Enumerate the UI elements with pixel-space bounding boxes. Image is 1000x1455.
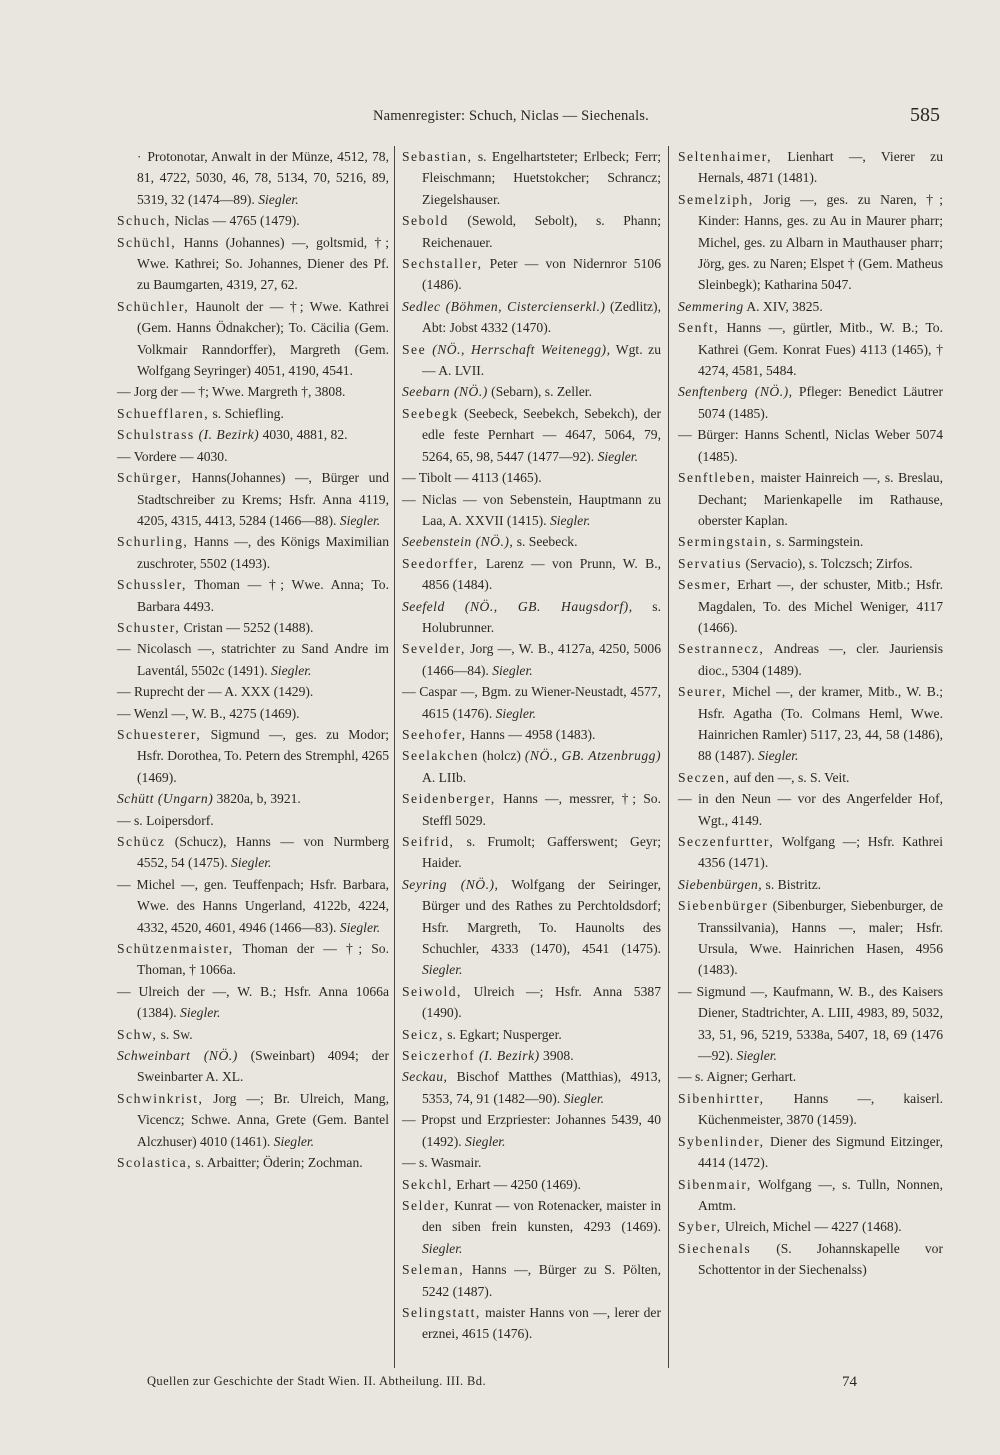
margin-dot: · xyxy=(137,149,142,164)
index-entry: Seltenhaimer, Lienhart —, Vierer zu Hernals, 4871 (1481). xyxy=(678,149,943,186)
index-entry: Sibenmair, Wolfgang —, s. Tulln, Nonnen, Amtm. xyxy=(678,1176,943,1213)
index-entry: Schulstrass (I. Bezirk) 4030, 4881, 82. xyxy=(117,427,348,443)
running-header xyxy=(0,100,1000,140)
index-entry: Senftleben, maister Hainreich —, s. Breslau, Dechant; Marienkapelle im Rathause, oberster Kaplan. xyxy=(678,470,943,528)
index-entry: Semelziph, Jorig —, ges. zu Naren, †; Kinder: Hanns, ges. zu Au in Maurer pharr; Michel, ges. zu Albarn in Mauthauser pharr; Jörg, ges. zu Naren; Elspet † (Gem. Matheus Sleinbegk); Katharina 5047. xyxy=(678,191,943,293)
index-entry: Seebenstein (NÖ.), s. Seebeck. xyxy=(402,534,578,550)
index-entry: Schuesterer, Sigmund —, ges. zu Modor; Hsfr. Dorothea, To. Petern des Stremphl, 4265 (1469). xyxy=(117,726,389,785)
index-subentry: — Vordere — 4030. xyxy=(117,448,228,464)
index-entry: Seebarn (NÖ.) (Sebarn), s. Zeller. xyxy=(402,384,592,400)
column-2 xyxy=(402,146,661,1345)
index-entry: Schuch, Niclas — 4765 (1479). xyxy=(117,213,300,229)
page-number: 585 xyxy=(910,104,940,126)
index-entry: Selingstatt, maister Hanns von —, lerer der erznei, 4615 (1476). xyxy=(402,1304,661,1342)
index-entry: Sibenhirtter, Hanns —, kaiserl. Küchenmeister, 3870 (1459). xyxy=(678,1090,943,1128)
index-subentry: — Bürger: Hanns Schentl, Niclas Weber 5074 (1485). xyxy=(678,427,943,464)
index-entry: Scolastica, s. Arbaitter; Öderin; Zochman. xyxy=(117,1155,363,1171)
index-entry: Siebenbürgen, s. Bistritz. xyxy=(678,876,822,892)
index-entry: Seczenfurtter, Wolfgang —; Hsfr. Kathrei 4356 (1471). xyxy=(678,834,943,871)
index-entry: Sestrannecz, Andreas —, cler. Jauriensis dioc., 5304 (1489). xyxy=(678,641,943,678)
index-entry: Servatius (Servacio), s. Tolczsch; Zirfos. xyxy=(678,555,913,571)
index-entry: Seleman, Hanns —, Bürger zu S. Pölten, 5242 (1487). xyxy=(402,1262,661,1299)
index-entry: Seidenberger, Hanns —, messrer, †; So. Steffl 5029. xyxy=(402,791,661,828)
index-entry: Seiwold, Ulreich —; Hsfr. Anna 5387 (1490). xyxy=(402,983,661,1021)
index-subentry: — s. Loipersdorf. xyxy=(117,812,214,828)
index-entry: Semmering A. XIV, 3825. xyxy=(678,298,823,314)
column-1 xyxy=(117,146,389,1174)
index-entry: Schütt (Ungarn) 3820a, b, 3921. xyxy=(117,791,301,807)
index-entry: Seehofer, Hanns — 4958 (1483). xyxy=(402,726,596,742)
index-subentry: — Sigmund —, Kaufmann, W. B., des Kaisers Diener, Stadtrichter, A. LIII, 4983, 89, 5032, 33, 51, 96, 5219, 5338a, 5407, 18, 69 (1476—92). Siegler. xyxy=(678,983,943,1064)
index-entry: Sebastian, s. Engelhartsteter; Erlbeck; Ferr; Fleischmann; Huetstokcher; Schrancz; Ziegelshauser. xyxy=(402,149,661,207)
index-subentry: — s. Aigner; Gerhart. xyxy=(678,1069,797,1085)
index-entry: Siechenals (S. Johannskapelle vor Schottentor in der Siechenalss) xyxy=(678,1240,943,1278)
index-subentry: — Propst und Erzpriester: Johannes 5439, 40 (1492). Siegler. xyxy=(402,1112,661,1149)
index-entry: Seedorffer, Larenz — von Prunn, W. B., 4856 (1484). xyxy=(402,555,661,593)
index-subentry: — Ulreich der —, W. B.; Hsfr. Anna 1066a (1384). Siegler. xyxy=(117,983,389,1021)
index-entry: Schw, s. Sw. xyxy=(117,1026,193,1042)
index-entry: Schussler, Thoman — †; Wwe. Anna; To. Barbara 4493. xyxy=(117,577,389,614)
index-entry: Seebegk (Seebeck, Seebekch, Sebekch), der edle feste Pernhart — 4647, 5064, 79, 5264, 65, 98, 5447 (1477—92). Siegler. xyxy=(402,405,661,464)
index-subentry: — Niclas — von Sebenstein, Hauptmann zu Laa, A. XXVII (1415). Siegler. xyxy=(402,491,661,528)
index-entry: Schwinkrist, Jorg —; Br. Ulreich, Mang, Vicencz; Schwe. Anna, Grete (Gem. Bantel Alczhuser) 4010 (1461). Siegler. xyxy=(117,1090,389,1149)
index-entry: Seczen, auf den —, s. S. Veit. xyxy=(678,769,850,785)
index-entry: Seckau, Bischof Matthes (Matthias), 4913, 5353, 74, 91 (1482—90). Siegler. xyxy=(402,1069,661,1106)
index-entry: Seyring (NÖ.), Wolfgang der Seiringer, Bürger und des Rathes zu Perchtoldsdorf; Hsfr. Margreth, To. Haunolts des Schuchler, 4333 (1470), 4541 (1475). Siegler. xyxy=(402,876,661,978)
index-entry: Schuefflaren, s. Schiefling. xyxy=(117,405,284,421)
index-entry: Seurer, Michel —, der kramer, Mitb., W. B.; Hsfr. Agatha (To. Colmans Heml, Wwe. Hainrichen Ramler) 5117, 23, 44, 58 (1486), 88 (1487). Siegler. xyxy=(678,684,943,764)
column-3 xyxy=(678,146,943,1281)
index-entry: Syber, Ulreich, Michel — 4227 (1468). xyxy=(678,1219,902,1235)
index-entry: Schützenmaister, Thoman der — †; So. Thoman, † 1066a. xyxy=(117,941,389,978)
index-entry: Schüchler, Haunolt der — †; Wwe. Kathrei (Gem. Hanns Ödnakcher); To. Cäcilia (Gem. Volkmair Ranndorffer), Margreth (Gem. Wolfgang Seyringer) 4051, 4190, 4541. xyxy=(117,298,389,379)
index-subentry: — Wenzl —, W. B., 4275 (1469). xyxy=(117,705,300,721)
index-entry: Seifrid, s. Frumolt; Gafferswent; Geyr; Haider. xyxy=(402,834,661,871)
index-entry: Schüchl, Hanns (Johannes) —, goltsmid, †; Wwe. Kathrei; So. Johannes, Diener des Pf. zu Baumgarten, 4319, 27, 62. xyxy=(117,234,389,293)
index-entry: Sybenlinder, Diener des Sigmund Eitzinger, 4414 (1472). xyxy=(678,1133,943,1171)
index-entry: Schuster, Cristan — 5252 (1488). xyxy=(117,619,314,635)
index-subentry: — Caspar —, Bgm. zu Wiener-Neustadt, 4577, 4615 (1476). Siegler. xyxy=(402,684,661,721)
footer-source-line: Quellen zur Geschichte der Stadt Wien. II. Abtheilung. III. Bd. xyxy=(147,1374,486,1388)
index-entry: Siebenbürger (Sibenburger, Siebenburger, de Transsilvania), Hanns —, maler; Hsfr. Ursula, Wwe. Hainrichen Hasen, 4956 (1483). xyxy=(678,898,943,978)
index-entry: Schücz (Schucz), Hanns — von Nurmberg 4552, 54 (1475). Siegler. xyxy=(117,834,389,871)
index-entry: Seicz, s. Egkart; Nusperger. xyxy=(402,1026,562,1042)
header-title: Namenregister: Schuch, Niclas — Siechenals. xyxy=(373,108,649,124)
index-entry: Selder, Kunrat — von Rotenacker, maister in den siben frein kunsten, 4293 (1469). Siegler. xyxy=(402,1197,661,1256)
signature-mark: 74 xyxy=(842,1374,857,1390)
column-rule-1 xyxy=(394,146,395,1368)
index-entry: Sevelder, Jorg —, W. B., 4127a, 4250, 5006 (1466—84). Siegler. xyxy=(402,641,661,678)
index-subentry: — Michel —, gen. Teuffenpach; Hsfr. Barbara, Wwe. des Hanns Ungerland, 4122b, 4224, 4332, 4520, 4601, 4946 (1466—83). Siegler. xyxy=(117,876,389,935)
index-entry: Sermingstain, s. Sarmingstein. xyxy=(678,534,864,550)
index-entry: See (NÖ., Herrschaft Weitenegg), Wgt. zu — A. LVII. xyxy=(402,341,661,379)
column-rule-2 xyxy=(668,146,669,1368)
index-entry: Senftenberg (NÖ.), Pfleger: Benedict Läutrer 5074 (1485). xyxy=(678,384,943,421)
index-subentry: — s. Wasmair. xyxy=(402,1155,482,1171)
index-entry: Sekchl, Erhart — 4250 (1469). xyxy=(402,1176,581,1192)
index-entry: Schürger, Hanns(Johannes) —, Bürger und Stadtschreiber zu Krems; Hsfr. Anna 4119, 4205, 4315, 4413, 5284 (1466—88). Siegler. xyxy=(117,470,389,528)
index-entry: Sebold (Sewold, Sebolt), s. Phann; Reichenauer. xyxy=(402,213,661,250)
index-entry: Schurling, Hanns —, des Königs Maximilian zuschroter, 5502 (1493). xyxy=(117,534,389,571)
index-subentry: — Tibolt — 4113 (1465). xyxy=(402,470,542,486)
index-subentry: — Jorg der — †; Wwe. Margreth †, 3808. xyxy=(117,384,346,400)
index-entry-continuation: · Protonotar, Anwalt in der Münze, 4512, 78, 81, 4722, 5030, 46, 78, 5134, 70, 5216, 89, 5319, 32 (1474—89). Siegler. xyxy=(137,149,389,207)
index-entry: Sesmer, Erhart —, der schuster, Mitb.; Hsfr. Magdalen, To. des Michel Weniger, 4117 (1466). xyxy=(678,577,943,635)
index-entry: Sedlec (Böhmen, Cistercienserkl.) (Zedlitz), Abt: Jobst 4332 (1470). xyxy=(402,298,661,336)
index-entry: Seelakchen (holcz) (NÖ., GB. Atzenbrugg) A. LIIb. xyxy=(402,748,661,785)
index-entry: Schweinbart (NÖ.) (Sweinbart) 4094; der Sweinbarter A. XL. xyxy=(117,1048,389,1085)
page-footer xyxy=(0,1370,1000,1410)
index-entry: Senft, Hanns —, gürtler, Mitb., W. B.; To. Kathrei (Gem. Konrat Fues) 4113 (1465), † 4274, 4581, 5484. xyxy=(678,320,943,379)
index-entry: Seiczerhof (I. Bezirk) 3908. xyxy=(402,1048,574,1064)
index-entry: Seefeld (NÖ., GB. Haugsdorf), s. Holubrunner. xyxy=(402,598,661,635)
index-subentry: — Nicolasch —, statrichter zu Sand Andre im Laventál, 5502c (1491). Siegler. xyxy=(117,641,389,678)
index-entry: Sechstaller, Peter — von Nidernror 5106 (1486). xyxy=(402,256,661,293)
index-subentry: — in den Neun — vor des Angerfelder Hof, Wgt., 4149. xyxy=(678,791,943,828)
index-subentry: — Ruprecht der — A. XXX (1429). xyxy=(117,684,314,700)
